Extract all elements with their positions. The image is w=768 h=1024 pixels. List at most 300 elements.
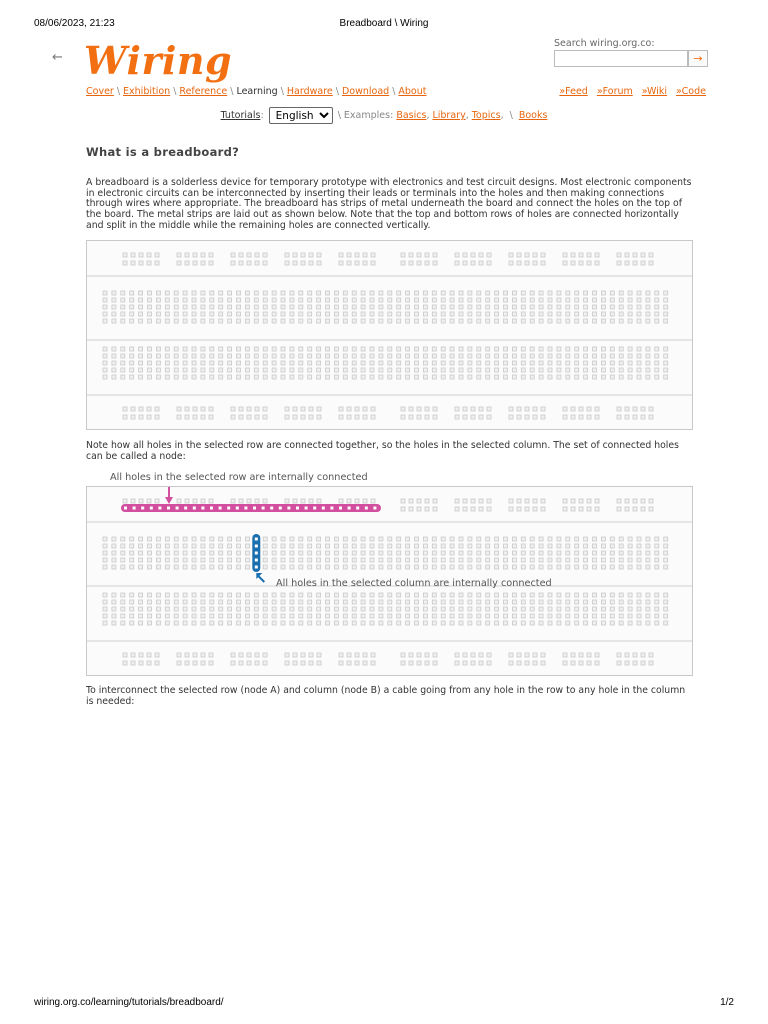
hole [272, 544, 276, 548]
tutorials-colon: : [260, 110, 264, 121]
hole [655, 375, 659, 379]
hole [479, 661, 483, 665]
hole [425, 261, 429, 265]
hole [130, 354, 134, 358]
hole [326, 319, 330, 323]
hole [441, 305, 445, 309]
hole [388, 305, 392, 309]
hole [468, 291, 472, 295]
hole [299, 537, 303, 541]
hole [641, 261, 645, 265]
hole [192, 621, 196, 625]
hole [379, 361, 383, 365]
hole [103, 551, 107, 555]
hole [308, 305, 312, 309]
hole [103, 375, 107, 379]
hole [517, 653, 521, 657]
hole [637, 361, 641, 365]
hole [468, 544, 472, 548]
nav-item-about[interactable]: About [398, 86, 427, 97]
hole [628, 565, 632, 569]
hole [326, 551, 330, 555]
hole [610, 621, 614, 625]
hole [409, 415, 413, 419]
hole [468, 347, 472, 351]
nav-item-learning[interactable]: Learning [236, 86, 278, 97]
hole [293, 661, 297, 665]
hole [352, 558, 356, 562]
hole [450, 312, 454, 316]
hole [183, 354, 187, 358]
hole [192, 354, 196, 358]
hole [468, 312, 472, 316]
hole [334, 600, 338, 604]
tutorial-link-books[interactable]: Books [518, 110, 548, 121]
hole [397, 558, 401, 562]
hole [463, 253, 467, 257]
hole [112, 347, 116, 351]
hole [610, 361, 614, 365]
hole [619, 354, 623, 358]
hole [557, 312, 561, 316]
hole [263, 298, 267, 302]
hole [646, 375, 650, 379]
hole [139, 565, 143, 569]
hole [247, 661, 251, 665]
hole [165, 312, 169, 316]
hole [628, 558, 632, 562]
hole [397, 347, 401, 351]
hole [566, 621, 570, 625]
hole [308, 312, 312, 316]
hole [525, 661, 529, 665]
hole [566, 305, 570, 309]
hole [210, 507, 213, 510]
nav-item-download[interactable]: Download [341, 86, 390, 97]
hole [165, 375, 169, 379]
hole [219, 291, 223, 295]
hole [174, 558, 178, 562]
hole [156, 298, 160, 302]
hole [521, 600, 525, 604]
hole [139, 551, 143, 555]
hole [486, 312, 490, 316]
hole [584, 368, 588, 372]
hole [352, 551, 356, 555]
hole [219, 319, 223, 323]
hole [486, 544, 490, 548]
hole [183, 298, 187, 302]
hole [290, 298, 294, 302]
hole [432, 558, 436, 562]
hole [512, 544, 516, 548]
hole [423, 544, 427, 548]
hole [432, 368, 436, 372]
hole [156, 312, 160, 316]
hole [477, 375, 481, 379]
hole [593, 347, 597, 351]
breadboard-diagram [86, 240, 693, 430]
hole [441, 319, 445, 323]
hole [487, 261, 491, 265]
hole [619, 368, 623, 372]
hole [441, 361, 445, 365]
hole [339, 661, 343, 665]
hole [343, 544, 347, 548]
hole [299, 607, 303, 611]
hole [557, 621, 561, 625]
hole [245, 361, 249, 365]
wiring-logo[interactable]: Wiring [84, 38, 233, 83]
hole [617, 661, 621, 665]
hole [628, 551, 632, 555]
search-go-button[interactable]: → [688, 50, 708, 67]
hole [155, 261, 159, 265]
hole [322, 507, 325, 510]
hole [326, 347, 330, 351]
hole [415, 312, 419, 316]
hole [459, 375, 463, 379]
hole [397, 537, 401, 541]
hole [263, 653, 267, 657]
nav-item-cover[interactable]: Cover [86, 86, 114, 97]
hole [192, 600, 196, 604]
hole [417, 507, 421, 511]
hole [601, 600, 605, 604]
hole [512, 565, 516, 569]
hole [468, 368, 472, 372]
hole [130, 558, 134, 562]
hole [566, 558, 570, 562]
hole [121, 565, 125, 569]
hole [625, 661, 629, 665]
hole [477, 607, 481, 611]
side-link-code[interactable]: »Code [676, 86, 706, 97]
hole [343, 291, 347, 295]
hole [228, 621, 232, 625]
nav-item-reference[interactable]: Reference [179, 86, 228, 97]
hole [423, 298, 427, 302]
hole [192, 368, 196, 372]
hole [548, 607, 552, 611]
hole [432, 607, 436, 611]
hole [548, 565, 552, 569]
hole [201, 415, 205, 419]
hole [219, 312, 223, 316]
hole [533, 653, 537, 657]
hole [339, 261, 343, 265]
tutorial-link-basics[interactable]: Basics [396, 110, 427, 121]
hole [299, 593, 303, 597]
hole [504, 544, 508, 548]
hole [210, 312, 214, 316]
hole [148, 347, 152, 351]
hole [263, 312, 267, 316]
hole [548, 319, 552, 323]
hole [468, 565, 472, 569]
hole [263, 415, 267, 419]
hole [263, 319, 267, 323]
hole [326, 607, 330, 611]
hole [557, 291, 561, 295]
hole [237, 368, 241, 372]
tutorial-link-topics[interactable]: Topics [471, 110, 501, 121]
hole [401, 507, 405, 511]
hole [148, 614, 152, 618]
side-nav [550, 86, 706, 97]
hole [566, 607, 570, 611]
side-link-wiki[interactable]: »Wiki [641, 86, 668, 97]
hole [139, 607, 143, 611]
hole [539, 298, 543, 302]
hole [148, 600, 152, 604]
hole [517, 261, 521, 265]
hole [450, 600, 454, 604]
hole [201, 253, 205, 257]
hole [192, 537, 196, 541]
hole [361, 551, 365, 555]
hole [130, 607, 134, 611]
hole [610, 312, 614, 316]
hole [352, 544, 356, 548]
hole [628, 593, 632, 597]
hole [477, 565, 481, 569]
hole [167, 507, 170, 510]
hole [649, 499, 653, 503]
hole [432, 600, 436, 604]
hole [192, 319, 196, 323]
hole [423, 361, 427, 365]
hole [664, 537, 668, 541]
hole [646, 312, 650, 316]
hole [183, 319, 187, 323]
hole [285, 653, 289, 657]
hole [237, 551, 241, 555]
hole [584, 312, 588, 316]
hole [192, 347, 196, 351]
hole [339, 253, 343, 257]
hole [308, 291, 312, 295]
hole [343, 558, 347, 562]
hole [326, 312, 330, 316]
hole [121, 298, 125, 302]
side-link-forum[interactable]: »Forum [596, 86, 633, 97]
hole [619, 593, 623, 597]
hole [563, 407, 567, 411]
search-input[interactable] [554, 50, 688, 67]
hole [334, 375, 338, 379]
hole [566, 565, 570, 569]
hole [201, 593, 205, 597]
hole [317, 305, 321, 309]
hole [477, 312, 481, 316]
hole [263, 354, 267, 358]
hole [231, 253, 235, 257]
hole [139, 614, 143, 618]
hole [512, 368, 516, 372]
hole [584, 600, 588, 604]
hole [148, 312, 152, 316]
hole [441, 565, 445, 569]
hole [397, 621, 401, 625]
hole [388, 593, 392, 597]
hole [352, 368, 356, 372]
hole [459, 368, 463, 372]
hole [406, 544, 410, 548]
hole [539, 607, 543, 611]
hole [610, 607, 614, 611]
nav-item-exhibition[interactable]: Exhibition [123, 86, 171, 97]
hole [601, 593, 605, 597]
hole [156, 558, 160, 562]
hole [165, 305, 169, 309]
hole [228, 565, 232, 569]
hole [308, 614, 312, 618]
hole [255, 559, 258, 562]
hole [347, 653, 351, 657]
hole [121, 361, 125, 365]
hole [566, 368, 570, 372]
hole [641, 415, 645, 419]
hole [352, 347, 356, 351]
hole [388, 544, 392, 548]
hole [425, 499, 429, 503]
hole [628, 600, 632, 604]
hole [317, 551, 321, 555]
back-arrow-icon[interactable]: ← [52, 50, 63, 65]
hole [370, 544, 374, 548]
hole [477, 319, 481, 323]
hole [406, 347, 410, 351]
hole [210, 558, 214, 562]
hole [352, 291, 356, 295]
hole [219, 361, 223, 365]
hole [584, 558, 588, 562]
hole [183, 368, 187, 372]
hole [130, 614, 134, 618]
hole [655, 558, 659, 562]
hole [255, 653, 259, 657]
hole [557, 607, 561, 611]
hole [183, 361, 187, 365]
hole [459, 537, 463, 541]
hole [415, 544, 419, 548]
hole [185, 499, 189, 503]
hole [299, 614, 303, 618]
hole [201, 537, 205, 541]
hole [655, 368, 659, 372]
hole [103, 565, 107, 569]
hole [655, 621, 659, 625]
hole [156, 544, 160, 548]
hole [637, 319, 641, 323]
hole [290, 354, 294, 358]
hole [139, 261, 143, 265]
hole [370, 537, 374, 541]
hole [237, 361, 241, 365]
hole [201, 661, 205, 665]
hole [139, 305, 143, 309]
hole [637, 305, 641, 309]
hole [593, 600, 597, 604]
hole [646, 565, 650, 569]
nav-separator: \ [230, 86, 234, 97]
hole [361, 305, 365, 309]
hole [272, 361, 276, 365]
hole [509, 261, 513, 265]
hole [584, 551, 588, 555]
side-link-feed[interactable]: »Feed [559, 86, 588, 97]
nav-item-hardware[interactable]: Hardware [286, 86, 333, 97]
hole [236, 507, 239, 510]
hole [139, 653, 143, 657]
hole [593, 614, 597, 618]
hole [423, 593, 427, 597]
hole [423, 551, 427, 555]
hole [343, 354, 347, 358]
hole [192, 305, 196, 309]
hole [557, 614, 561, 618]
hole [156, 291, 160, 295]
language-select[interactable] [269, 107, 333, 124]
hole [148, 354, 152, 358]
hole [571, 653, 575, 657]
hole [459, 621, 463, 625]
hole [370, 354, 374, 358]
hole [183, 537, 187, 541]
hole [504, 347, 508, 351]
hole [112, 312, 116, 316]
hole [557, 298, 561, 302]
hole [317, 600, 321, 604]
hole [628, 621, 632, 625]
tutorial-link-library[interactable]: Library [432, 110, 466, 121]
hole [539, 551, 543, 555]
hole [317, 661, 321, 665]
hole [433, 261, 437, 265]
hole [272, 298, 276, 302]
hole [601, 347, 605, 351]
hole [247, 653, 251, 657]
hole [192, 607, 196, 611]
hole [299, 544, 303, 548]
hole [210, 537, 214, 541]
hole [237, 614, 241, 618]
hole [617, 253, 621, 257]
hole [237, 312, 241, 316]
hole [317, 593, 321, 597]
hole [548, 558, 552, 562]
hole [201, 312, 205, 316]
hole [228, 600, 232, 604]
hole [237, 375, 241, 379]
hole [317, 298, 321, 302]
hole [633, 661, 637, 665]
hole [165, 368, 169, 372]
hole [406, 551, 410, 555]
hole [566, 298, 570, 302]
hole [209, 253, 213, 257]
hole [272, 305, 276, 309]
hole [397, 291, 401, 295]
hole [655, 565, 659, 569]
hole [521, 354, 525, 358]
hole [655, 354, 659, 358]
hole [495, 621, 499, 625]
hole [575, 298, 579, 302]
hole [130, 565, 134, 569]
hole [664, 291, 668, 295]
